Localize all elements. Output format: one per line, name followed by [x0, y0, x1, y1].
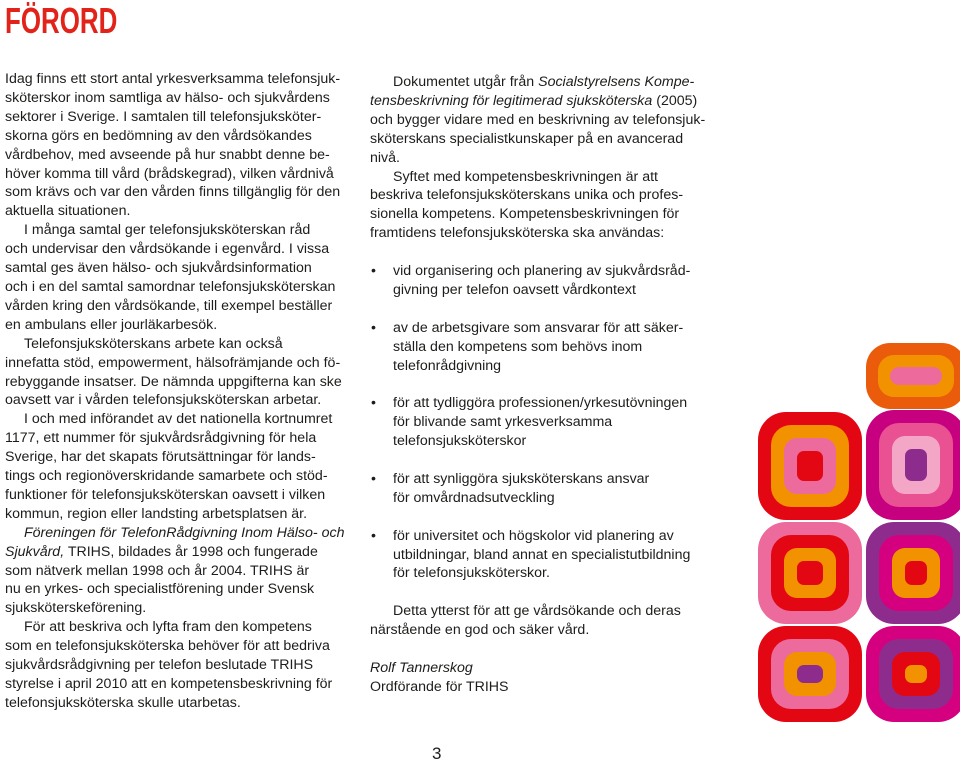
text-span: sköterskans specialistkunskaper på en avancerad — [370, 130, 684, 147]
text-span: Detta ytterst för att ge vårdsökande och deras — [393, 603, 681, 620]
text-span: samtal ges även hälso- och sjukvårdsinformation — [5, 260, 312, 277]
decorative-tile — [866, 343, 960, 409]
tile-ring — [905, 665, 927, 683]
text-span: Sverige, har det skapats förutsättningar för lands- — [5, 449, 316, 466]
text-line — [5, 297, 355, 316]
text-line — [370, 130, 750, 149]
text-span: som nätverk mellan 1998 och år 2004. TRIHS är — [5, 562, 310, 579]
text-line — [393, 470, 750, 489]
bullet-item — [370, 319, 750, 376]
text-span: (2005) — [652, 92, 698, 109]
text-span: av de arbetsgivare som ansvarar för att säker- — [393, 319, 684, 336]
text-line — [5, 354, 355, 373]
text-span: en ambulans eller jourläkarbesök. — [5, 316, 218, 333]
text-span: sjukvårdsrådgivning per telefon beslutade TRIHS — [5, 657, 314, 674]
bullet-item — [370, 394, 750, 451]
text-line — [5, 240, 355, 259]
text-span: för att synliggöra sjuksköterskans ansvar — [393, 470, 650, 487]
text-line — [393, 338, 750, 357]
text-span: för blivande samt yrkesverksamma — [393, 414, 613, 431]
text-span: vården kring den vårdsökande, till exempel beställer — [5, 297, 333, 314]
text-line — [393, 357, 750, 376]
text-span: I många samtal ger telefonsjuksköterskan råd — [24, 222, 311, 239]
text-line — [5, 429, 355, 448]
tile-ring — [797, 561, 823, 585]
bullet-marker: • — [371, 395, 376, 412]
text-line — [393, 546, 750, 565]
text-line — [5, 562, 355, 581]
text-span: sjuksköterskeförening. — [5, 600, 147, 617]
text-span: nivå. — [370, 149, 400, 166]
text-span: sköterskor inom samtliga av hälso- och sjukvårdens — [5, 89, 330, 106]
text-line — [370, 92, 750, 111]
text-line — [5, 202, 355, 221]
paragraph — [5, 70, 355, 221]
text-span: som en telefonsjuksköterska behöver för att bedriva — [5, 638, 330, 655]
text-span: vårdbehov, med avseende på hur snabbt denne be- — [5, 146, 330, 163]
text-span: utbildningar, bland annat en specialistutbildning — [393, 546, 691, 563]
text-span: som krävs och var den vården finns tillgänglig för den — [5, 184, 341, 201]
text-line — [393, 432, 750, 451]
italic-text: tensbeskrivning för legitimerad sjuksköterska — [370, 92, 653, 109]
italic-text: Socialstyrelsens Kompe- — [538, 74, 695, 90]
text-line — [5, 467, 355, 486]
text-line — [393, 319, 750, 338]
tile-ring — [905, 449, 927, 481]
text-line — [5, 410, 355, 429]
text-line — [5, 391, 355, 410]
text-span: skorna görs en bedömning av den vårdsökandes — [5, 127, 312, 144]
text-line — [393, 281, 750, 300]
text-line — [370, 168, 750, 187]
decorative-tile — [866, 626, 960, 722]
bullet-marker: • — [371, 319, 376, 336]
bullet-marker: • — [371, 470, 376, 487]
bullet-text — [393, 262, 750, 300]
text-span: 1177, ett nummer för sjukvårdsrådgivning för hela — [5, 430, 317, 447]
text-span: ställa den kompetens som behövs inom — [393, 338, 643, 355]
text-line — [370, 186, 750, 205]
text-span: telefonsjuksköterska skulle utarbetas. — [5, 694, 241, 711]
bullet-item — [370, 470, 750, 508]
decorative-pattern — [750, 340, 960, 730]
text-line — [5, 656, 355, 675]
signature-name: Rolf Tannerskog — [370, 659, 473, 676]
bullet-text — [393, 527, 750, 584]
bullet-text — [393, 319, 750, 376]
text-span: kommun, region eller landsting arbetsplatsen är. — [5, 505, 308, 522]
text-line — [5, 89, 355, 108]
text-span: tings och regionöverskridande samarbete och stöd- — [5, 468, 328, 485]
text-line — [370, 602, 750, 621]
text-line — [5, 694, 355, 713]
text-span: vid organisering och planering av sjukvårdsråd- — [393, 263, 691, 280]
text-line — [5, 599, 355, 618]
paragraph — [5, 221, 355, 334]
text-span: höver komma till vård (brådskegrad), vilken vårdnivå — [5, 165, 334, 182]
purpose-paragraph — [370, 168, 750, 244]
paragraph — [5, 524, 355, 619]
text-line — [5, 165, 355, 184]
text-span: för universitet och högskolor vid planering av — [393, 527, 674, 544]
text-line — [370, 73, 750, 92]
text-line — [5, 108, 355, 127]
text-line — [393, 394, 750, 413]
italic-text: Föreningen för TelefonRådgivning Inom Hälso- och — [24, 524, 345, 541]
decorative-tile — [758, 412, 862, 520]
text-span: rebyggande insatser. De nämnda uppgifterna kan ske — [5, 373, 342, 390]
text-span: styrelse i april 2010 att en kompetensbeskrivning för — [5, 676, 333, 692]
decorative-tile — [758, 626, 862, 722]
paragraph — [5, 618, 355, 713]
text-span: För att beskriva och lyfta fram den kompetens — [24, 619, 312, 636]
text-line — [393, 413, 750, 432]
text-span: givning per telefon oavsett vårdkontext — [393, 281, 636, 298]
decorative-tile — [758, 522, 862, 624]
text-line — [5, 335, 355, 354]
text-line — [370, 111, 750, 130]
text-line — [370, 149, 750, 168]
text-line — [5, 183, 355, 202]
text-span: och undervisar den vårdsökande i egenvård. I vissa — [5, 241, 330, 258]
bullet-item — [370, 527, 750, 584]
tile-ring — [905, 561, 927, 585]
text-span: oavsett var i vården telefonsjuksköterskan arbetar. — [5, 392, 322, 409]
left-column — [5, 70, 355, 713]
italic-text: Sjukvård, — [5, 543, 65, 560]
text-span: beskriva telefonsjuksköterskans unika och profes- — [370, 187, 684, 204]
bullet-item — [370, 262, 750, 300]
text-line — [5, 675, 355, 694]
text-span: TRIHS, bildades år 1998 och fungerade — [64, 543, 318, 560]
tile-ring — [797, 451, 823, 481]
text-span: och bygger vidare med en beskrivning av telefonsjuk- — [370, 111, 706, 128]
text-span: nu en yrkes- och specialistförening under Svensk — [5, 581, 315, 598]
text-line — [393, 489, 750, 508]
text-line — [5, 221, 355, 240]
text-span: innefatta stöd, empowerment, hälsofrämjande och fö- — [5, 354, 341, 371]
text-span: funktioner för telefonsjuksköterskan oavsett i vilken — [5, 486, 326, 503]
text-span: Dokumentet utgår från — [393, 74, 539, 90]
closing-paragraph — [370, 602, 750, 640]
text-line — [5, 486, 355, 505]
text-span: för att tydliggöra professionen/yrkesutövningen — [393, 395, 688, 412]
intro-paragraph — [370, 73, 750, 168]
text-line — [5, 448, 355, 467]
text-line — [370, 224, 750, 243]
text-span: för omvårdnadsutveckling — [393, 489, 555, 506]
text-line — [393, 564, 750, 583]
bullet-list — [370, 262, 750, 583]
tile-ring — [797, 665, 823, 683]
bullet-marker: • — [371, 263, 376, 280]
text-line — [5, 524, 355, 543]
text-span: Syftet med kompetensbeskrivningen är att — [393, 168, 658, 185]
page-title: FÖRORD — [5, 0, 118, 41]
paragraph — [5, 410, 355, 523]
bullet-text — [393, 470, 750, 508]
decorative-tile — [866, 410, 960, 520]
text-span: Telefonsjuksköterskans arbete kan också — [24, 335, 283, 352]
text-span: telefonsjuksköterskor — [393, 433, 527, 450]
text-line — [5, 618, 355, 637]
signature-role: Ordförande för TRIHS — [370, 678, 509, 695]
text-line — [370, 621, 750, 640]
paragraph — [5, 335, 355, 411]
text-line — [5, 637, 355, 656]
page-number: 3 — [432, 744, 442, 763]
text-span: telefonrådgivning — [393, 357, 502, 374]
tile-ring — [890, 367, 942, 385]
text-span: sektorer i Sverige. I samtalen till telefonsjuksköter- — [5, 108, 322, 125]
text-span: aktuella situationen. — [5, 203, 131, 220]
text-line — [5, 505, 355, 524]
text-span: Idag finns ett stort antal yrkesverksamma telefonsjuk- — [5, 71, 341, 87]
text-line — [393, 262, 750, 281]
right-column — [370, 73, 750, 697]
text-line — [5, 316, 355, 335]
text-span: för telefonsjuksköterskor. — [393, 565, 550, 582]
text-span: närstående en god och säker vård. — [370, 622, 590, 639]
text-line — [393, 527, 750, 546]
text-line — [5, 373, 355, 392]
text-line — [5, 127, 355, 146]
text-line — [5, 278, 355, 297]
signature — [370, 659, 750, 697]
text-line — [5, 259, 355, 278]
text-line — [5, 543, 355, 562]
text-line — [370, 205, 750, 224]
bullet-text — [393, 394, 750, 451]
text-span: I och med införandet av det nationella kortnumret — [24, 411, 333, 428]
text-line — [5, 580, 355, 599]
text-span: sionella kompetens. Kompetensbeskrivningen för — [370, 206, 680, 223]
bullet-marker: • — [371, 527, 376, 544]
text-line — [5, 70, 355, 89]
text-span: framtidens telefonsjuksköterska ska användas: — [370, 225, 665, 242]
text-span: och i en del samtal samordnar telefonsjuksköterskan — [5, 278, 336, 295]
text-line — [5, 146, 355, 165]
decorative-tile — [866, 522, 960, 624]
